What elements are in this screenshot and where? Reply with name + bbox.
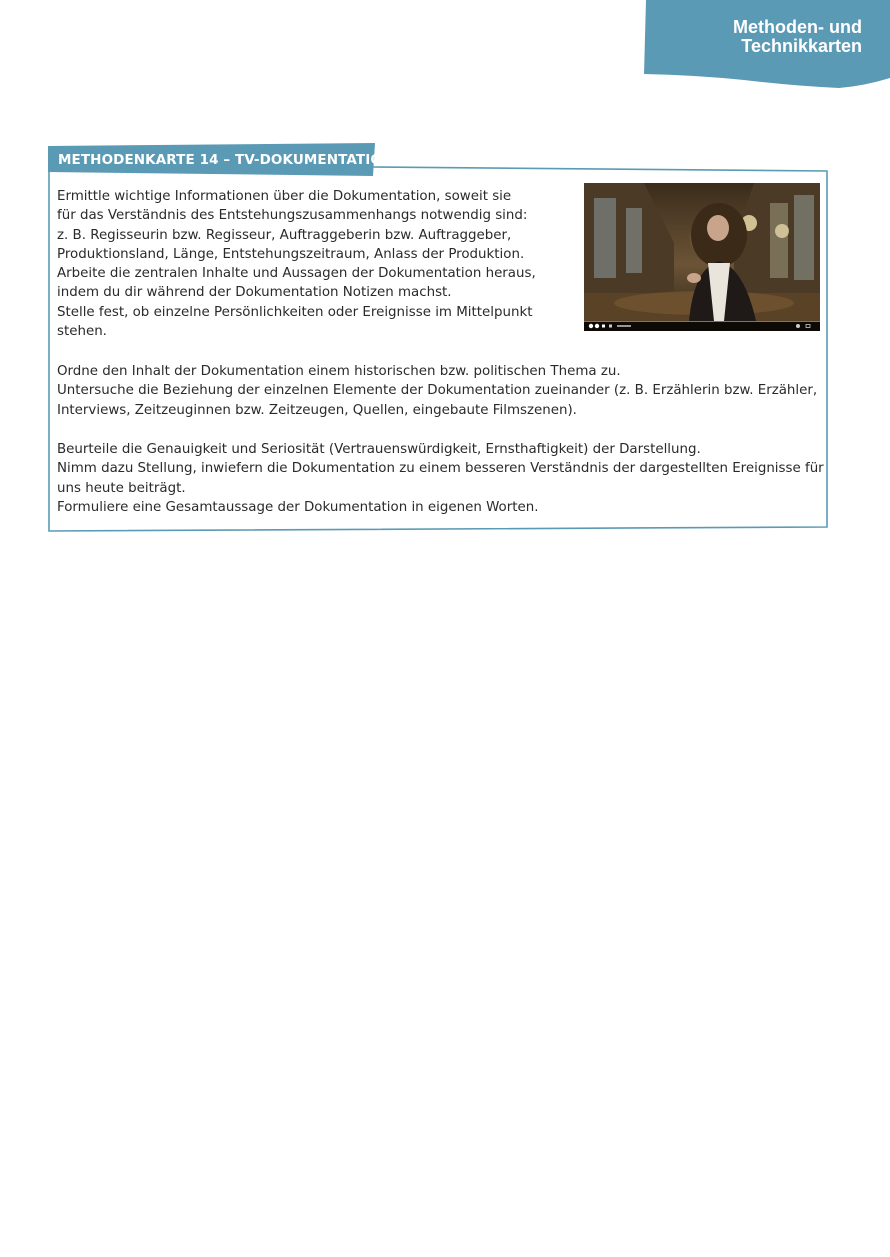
paragraph-1	[57, 187, 536, 341]
paragraph-2	[57, 362, 817, 420]
pause-icon	[595, 324, 599, 328]
text-line: z. B. Regisseurin bzw. Regisseur, Auftraggeberin bzw. Auftraggeber,	[57, 227, 512, 243]
text-line: Nimm dazu Stellung, inwiefern die Dokumentation zu einem besseren Verständnis der dargestellten Ereignisse für	[57, 461, 824, 477]
fullscreen-icon	[806, 325, 810, 328]
text-line: für das Verständnis des Entstehungszusammenhangs notwendig sind:	[57, 208, 528, 224]
text-line: Beurteile die Genauigkeit und Seriosität (Vertrauenswürdigkeit, Ernsthaftigkeit) der Darstellung.	[57, 442, 701, 457]
play-icon	[589, 324, 593, 328]
text-line: Interviews, Zeitzeuginnen bzw. Zeitzeugen, Quellen, eingebaute Filmszenen).	[57, 402, 577, 418]
text-line: Stelle fest, ob einzelne Persönlichkeiten oder Ereignisse im Mittelpunkt	[57, 304, 533, 320]
method-card-title: METHODENKARTE 14 – TV-DOKUMENTATION	[58, 152, 394, 168]
text-line: Produktionsland, Länge, Entstehungszeitraum, Anlass der Produktion.	[57, 246, 525, 262]
settings-icon	[796, 324, 800, 328]
section-tab-line1: Methoden- und	[733, 17, 862, 37]
text-line: uns heute beiträgt.	[57, 480, 186, 496]
text-line: Ermittle wichtige Informationen über die Dokumentation, soweit sie	[57, 189, 512, 204]
text-line: stehen.	[57, 324, 107, 340]
text-line: Untersuche die Beziehung der einzelnen Elemente der Dokumentation zueinander (z. B. Erzählerin bzw. Erzähler,	[57, 383, 818, 399]
text-line: Arbeite die zentralen Inhalte und Aussagen der Dokumentation heraus,	[57, 266, 536, 282]
section-tab-line2: Technikkarten	[741, 36, 862, 56]
volume-icon	[609, 325, 612, 328]
text-line: Formuliere eine Gesamtaussage der Dokumentation in eigenen Worten.	[57, 499, 539, 515]
video-controls-bar[interactable]	[584, 321, 820, 331]
text-line: indem du dir während der Dokumentation Notizen machst.	[57, 285, 452, 301]
paragraph-3	[57, 440, 824, 517]
video-frame-image	[584, 183, 820, 331]
skip-icon	[602, 325, 605, 328]
text-line: Ordne den Inhalt der Dokumentation einem historischen bzw. politischen Thema zu.	[57, 364, 621, 379]
documentary-video-still[interactable]	[584, 183, 820, 331]
